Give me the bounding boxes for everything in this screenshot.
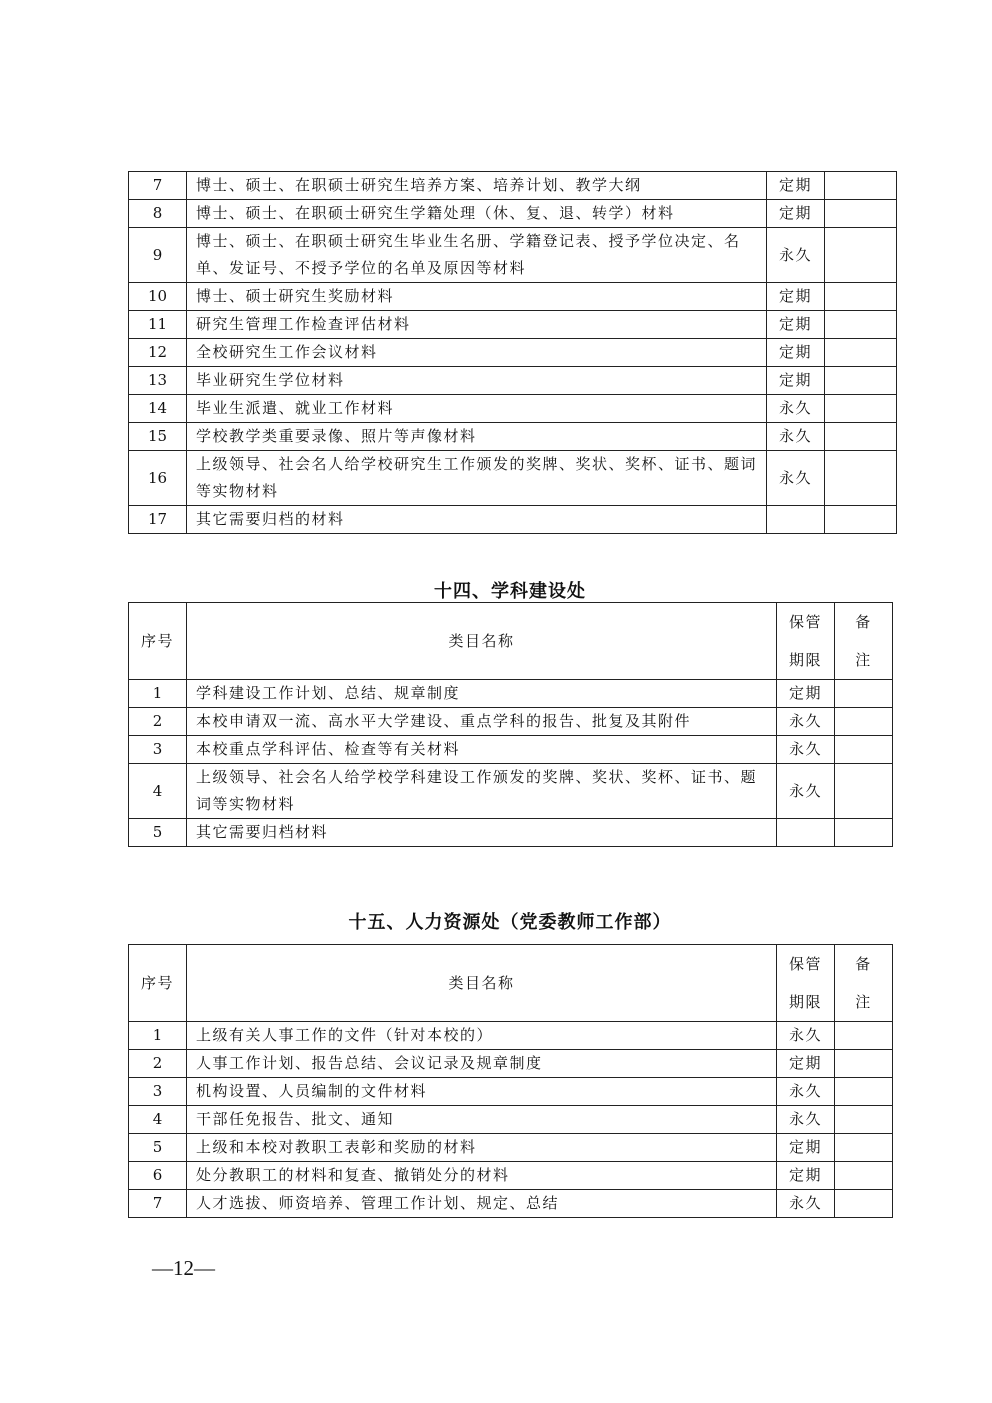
row-number: 6 [129, 1162, 187, 1190]
row-number: 13 [129, 367, 187, 395]
row-number: 4 [129, 1106, 187, 1134]
category-name: 人事工作计划、报告总结、会议记录及规章制度 [187, 1050, 777, 1078]
retention-period: 定期 [777, 1134, 835, 1162]
table-row [129, 1190, 893, 1218]
row-number: 3 [129, 736, 187, 764]
category-name: 本校申请双一流、高水平大学建设、重点学科的报告、批复及其附件 [187, 708, 777, 736]
row-number: 14 [129, 395, 187, 423]
remarks [835, 1022, 893, 1050]
table-row [129, 708, 893, 736]
header-retention-period: 保管 期限 [777, 603, 835, 680]
page-number: —12— [152, 1256, 215, 1280]
remarks [825, 451, 897, 506]
remarks [825, 395, 897, 423]
human-resources-table [128, 944, 893, 1218]
header-remarks: 备 注 [835, 945, 893, 1022]
remarks [825, 423, 897, 451]
row-number: 3 [129, 1078, 187, 1106]
retention-period: 定期 [777, 1162, 835, 1190]
remarks [825, 283, 897, 311]
remarks [835, 1134, 893, 1162]
row-number: 17 [129, 506, 187, 534]
category-name: 本校重点学科评估、检查等有关材料 [187, 736, 777, 764]
category-name: 机构设置、人员编制的文件材料 [187, 1078, 777, 1106]
table-row [129, 423, 897, 451]
row-number: 1 [129, 1022, 187, 1050]
table-row [129, 228, 897, 283]
category-name: 学校教学类重要录像、照片等声像材料 [187, 423, 767, 451]
table-header-row [129, 945, 893, 1022]
category-name: 博士、硕士、在职硕士研究生培养方案、培养计划、教学大纲 [187, 172, 767, 200]
table-row [129, 1078, 893, 1106]
row-number: 7 [129, 172, 187, 200]
header-number: 序号 [129, 945, 187, 1022]
category-name: 干部任免报告、批文、通知 [187, 1106, 777, 1134]
row-number: 12 [129, 339, 187, 367]
remarks [835, 1162, 893, 1190]
table-row [129, 451, 897, 506]
category-name: 博士、硕士、在职硕士研究生学籍处理（休、复、退、转学）材料 [187, 200, 767, 228]
category-name: 处分教职工的材料和复查、撤销处分的材料 [187, 1162, 777, 1190]
retention-period: 永久 [777, 1190, 835, 1218]
table-row [129, 367, 897, 395]
retention-period: 永久 [777, 736, 835, 764]
category-name: 学科建设工作计划、总结、规章制度 [187, 680, 777, 708]
remarks [825, 311, 897, 339]
table-row [129, 764, 893, 819]
row-number: 10 [129, 283, 187, 311]
category-name: 上级领导、社会名人给学校研究生工作颁发的奖牌、奖状、奖杯、证书、题词等实物材料 [187, 451, 767, 506]
row-number: 5 [129, 1134, 187, 1162]
table-row [129, 1022, 893, 1050]
remarks [835, 1050, 893, 1078]
remarks [835, 1078, 893, 1106]
retention-period: 永久 [777, 708, 835, 736]
retention-period: 定期 [767, 339, 825, 367]
row-number: 7 [129, 1190, 187, 1218]
retention-period: 永久 [767, 228, 825, 283]
header-remarks: 备 注 [835, 603, 893, 680]
remarks [835, 708, 893, 736]
remarks [825, 200, 897, 228]
category-name: 研究生管理工作检查评估材料 [187, 311, 767, 339]
table-row [129, 339, 897, 367]
row-number: 4 [129, 764, 187, 819]
retention-period: 永久 [767, 423, 825, 451]
row-number: 11 [129, 311, 187, 339]
category-name: 全校研究生工作会议材料 [187, 339, 767, 367]
table-row [129, 506, 897, 534]
retention-period: 定期 [767, 172, 825, 200]
retention-period: 永久 [777, 1022, 835, 1050]
remarks [825, 506, 897, 534]
header-category-name: 类目名称 [187, 945, 777, 1022]
header-category-name: 类目名称 [187, 603, 777, 680]
row-number: 16 [129, 451, 187, 506]
category-name: 上级有关人事工作的文件（针对本校的） [187, 1022, 777, 1050]
table-row [129, 311, 897, 339]
retention-period: 定期 [777, 1050, 835, 1078]
row-number: 1 [129, 680, 187, 708]
retention-period: 永久 [777, 1106, 835, 1134]
remarks [835, 764, 893, 819]
remarks [825, 172, 897, 200]
category-name: 博士、硕士、在职硕士研究生毕业生名册、学籍登记表、授予学位决定、名单、发证号、不授予学位的名单及原因等材料 [187, 228, 767, 283]
graduate-archive-table [128, 171, 897, 534]
retention-period: 永久 [767, 451, 825, 506]
table-row [129, 1134, 893, 1162]
row-number: 9 [129, 228, 187, 283]
row-number: 8 [129, 200, 187, 228]
section-title-human-resources: 十五、人力资源处（党委教师工作部） [348, 912, 672, 933]
table-row [129, 1106, 893, 1134]
remarks [835, 736, 893, 764]
retention-period: 定期 [767, 311, 825, 339]
category-name: 其它需要归档材料 [187, 819, 777, 847]
category-name: 上级领导、社会名人给学校学科建设工作颁发的奖牌、奖状、奖杯、证书、题词等实物材料 [187, 764, 777, 819]
row-number: 5 [129, 819, 187, 847]
remarks [835, 680, 893, 708]
remarks [825, 228, 897, 283]
remarks [835, 1190, 893, 1218]
table-row [129, 283, 897, 311]
row-number: 2 [129, 1050, 187, 1078]
category-name: 其它需要归档的材料 [187, 506, 767, 534]
retention-period: 定期 [767, 367, 825, 395]
table-row [129, 395, 897, 423]
retention-period: 定期 [767, 283, 825, 311]
retention-period: 永久 [777, 764, 835, 819]
table-row [129, 736, 893, 764]
retention-period [767, 506, 825, 534]
category-name: 上级和本校对教职工表彰和奖励的材料 [187, 1134, 777, 1162]
category-name: 博士、硕士研究生奖励材料 [187, 283, 767, 311]
table-row [129, 1050, 893, 1078]
table-row [129, 1162, 893, 1190]
table-row [129, 680, 893, 708]
remarks [825, 339, 897, 367]
header-number: 序号 [129, 603, 187, 680]
header-retention-period: 保管 期限 [777, 945, 835, 1022]
row-number: 15 [129, 423, 187, 451]
remarks [835, 1106, 893, 1134]
retention-period: 定期 [777, 680, 835, 708]
category-name: 毕业生派遣、就业工作材料 [187, 395, 767, 423]
retention-period: 定期 [767, 200, 825, 228]
category-name: 毕业研究生学位材料 [187, 367, 767, 395]
remarks [825, 367, 897, 395]
table-header-row [129, 603, 893, 680]
section-title-discipline-construction: 十四、学科建设处 [434, 581, 586, 602]
table-row [129, 200, 897, 228]
category-name: 人才选拔、师资培养、管理工作计划、规定、总结 [187, 1190, 777, 1218]
retention-period: 永久 [777, 1078, 835, 1106]
table-row [129, 819, 893, 847]
discipline-construction-table [128, 602, 893, 847]
row-number: 2 [129, 708, 187, 736]
retention-period [777, 819, 835, 847]
retention-period: 永久 [767, 395, 825, 423]
table-row [129, 172, 897, 200]
remarks [835, 819, 893, 847]
